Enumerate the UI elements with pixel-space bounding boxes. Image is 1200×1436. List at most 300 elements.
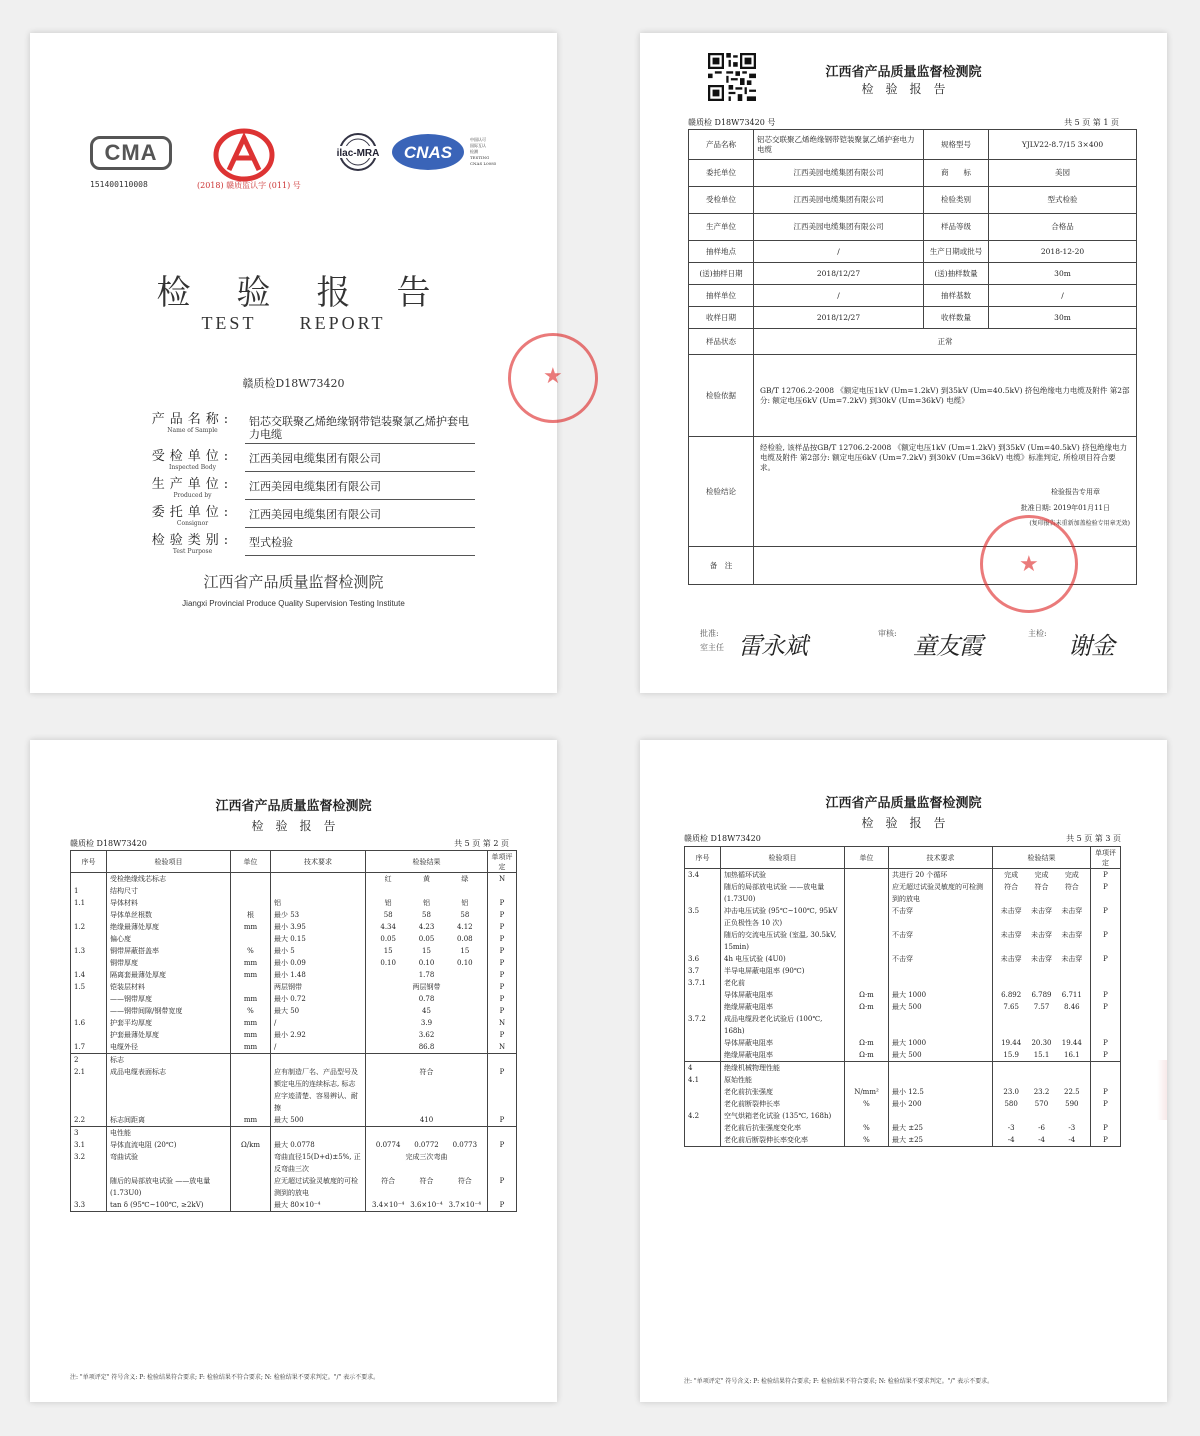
- table-row: [685, 1074, 1121, 1086]
- test-item: 弯曲试验: [107, 1151, 231, 1175]
- unit-cell: %: [845, 1122, 889, 1134]
- summary-table: [688, 129, 1137, 585]
- result-cell: [993, 869, 1091, 882]
- requirement-cell: 应无超过试验灵敏度的可检测到的放电: [271, 1175, 366, 1199]
- test-item: ——钢带厚度: [107, 993, 231, 1005]
- result-cell: 符合: [366, 1066, 488, 1114]
- evaluation-cell: N: [488, 873, 517, 886]
- report-header: 检验报告: [251, 819, 348, 833]
- table-row: [71, 1114, 517, 1127]
- evaluation-cell: P: [488, 1029, 517, 1041]
- test-item: 偏心度: [107, 933, 231, 945]
- row-label: 生产日期或批号: [924, 241, 989, 263]
- result-value: 0.10: [380, 959, 396, 967]
- result-value: 8.46: [1064, 1003, 1080, 1011]
- table-row: [71, 1054, 517, 1067]
- item-number: [685, 1122, 721, 1134]
- evaluation-cell: P: [1091, 929, 1121, 953]
- result-cell: [366, 1127, 488, 1140]
- test-item: 标志间距离: [107, 1114, 231, 1127]
- test-item: 铜带屏蔽搭盖率: [107, 945, 231, 957]
- row-label: 产品名称: [689, 130, 754, 160]
- result-cell: [366, 921, 488, 933]
- row-label: 抽样单位: [689, 285, 754, 307]
- field-value: 江西美园电缆集团有限公司: [245, 478, 475, 500]
- evaluation-cell: [488, 1151, 517, 1175]
- test-item: 冲击电压试验 (95℃~100℃, 95kV 正负极性各 10 次): [721, 905, 845, 929]
- column-header: 技术要求: [889, 847, 993, 869]
- result-cell: 86.8: [366, 1041, 488, 1054]
- results-table: [70, 850, 517, 1212]
- unit-cell: mm: [231, 1017, 271, 1029]
- cal-number: (2018) 赣质监认字 (011) 号: [197, 181, 301, 190]
- result-value: 0.10: [418, 959, 435, 967]
- table-row: [685, 1098, 1121, 1110]
- column-header: 单项评定: [1091, 847, 1121, 869]
- field-value: 铝芯交联聚乙烯绝缘钢带铠装聚氯乙烯护套电力电缆: [245, 413, 475, 444]
- result-value: 3.7×10⁻⁴: [448, 1201, 482, 1209]
- column-header: 单位: [231, 851, 271, 873]
- row-value: 铝芯交联聚乙烯绝缘钢带铠装聚氯乙烯护套电力电缆: [754, 130, 924, 160]
- result-cell: [993, 881, 1091, 905]
- result-value: 铝: [422, 899, 430, 907]
- field-label-en: Produced by: [173, 492, 212, 499]
- svg-text:CNAS L0085: CNAS L0085: [470, 161, 497, 166]
- report-meta: [70, 838, 509, 849]
- unit-cell: [231, 1127, 271, 1140]
- evaluation-cell: P: [488, 1005, 517, 1017]
- requirement-cell: 最小 0.09: [271, 957, 366, 969]
- requirement-cell: 最大 ±25: [889, 1122, 993, 1134]
- requirement-cell: 铝: [271, 897, 366, 909]
- table-row: [71, 1005, 517, 1017]
- test-item: 铜带厚度: [107, 957, 231, 969]
- field-value: 江西美园电缆集团有限公司: [245, 450, 475, 472]
- result-value: 6.711: [1061, 991, 1082, 999]
- evaluation-cell: P: [488, 1066, 517, 1114]
- item-number: 2: [71, 1054, 107, 1067]
- test-item: 半导电屏蔽电阻率 (90℃): [721, 965, 845, 977]
- evaluation-cell: P: [488, 945, 517, 957]
- requirement-cell: 弯曲直径15(D+d)±5%, 正反弯曲三次: [271, 1151, 366, 1175]
- row-value: [754, 547, 1137, 585]
- table-row: [685, 1086, 1121, 1098]
- cnas-logo: [390, 132, 505, 172]
- unit-cell: %: [231, 945, 271, 957]
- report-summary-page: [640, 33, 1167, 693]
- ilac-mra-logo: [320, 132, 396, 172]
- result-cell: [366, 957, 488, 969]
- result-cell: [993, 1001, 1091, 1013]
- requirement-cell: 最小 12.5: [889, 1086, 993, 1098]
- table-row: [71, 1175, 517, 1199]
- item-number: 2.1: [71, 1066, 107, 1114]
- evaluation-cell: P: [1091, 1001, 1121, 1013]
- result-cell: [993, 1134, 1091, 1147]
- result-cell: 1.78: [366, 969, 488, 981]
- result-cell: [993, 965, 1091, 977]
- report-number: 赣质检 D18W73420 号: [688, 118, 776, 127]
- requirement-cell: [271, 1127, 366, 1140]
- column-header: 检验项目: [107, 851, 231, 873]
- conclusion-text: 经检验, 该样品按GB/T 12706.2-2008 《额定电压1kV (Um=1.2kV) 到35kV (Um=40.5kV) 挤包绝缘电力电缆及附件 第2部分: 额定电压6kV (Um=7.2kV) 到30kV (Um=36kV) 电缆》标准判定, 所检项目符合要求。: [760, 443, 1128, 472]
- result-value: 未击穿: [1000, 955, 1022, 963]
- svg-text:CNAS: CNAS: [403, 143, 453, 162]
- result-value: -6: [1038, 1124, 1045, 1132]
- result-value: 未击穿: [1061, 955, 1083, 963]
- row-value: 30m: [989, 263, 1137, 285]
- result-value: 绿: [461, 875, 469, 883]
- unit-cell: [231, 981, 271, 993]
- result-value: 未击穿: [1061, 907, 1083, 915]
- field-inspected-body: [140, 450, 475, 472]
- row-value: YJLV22-8.7/15 3×400: [989, 130, 1137, 160]
- result-value: 7.57: [1033, 1003, 1050, 1011]
- table-row: [685, 1037, 1121, 1049]
- requirement-cell: 不击穿: [889, 929, 993, 953]
- unit-cell: mm: [231, 1114, 271, 1127]
- result-value: -4: [1007, 1136, 1015, 1144]
- evaluation-cell: P: [488, 993, 517, 1005]
- evaluation-cell: P: [1091, 1098, 1121, 1110]
- unit-cell: [231, 885, 271, 897]
- item-number: 3.5: [685, 905, 721, 929]
- stamp-star-icon: ★: [543, 364, 563, 389]
- column-header: 序号: [685, 847, 721, 869]
- unit-cell: [231, 1151, 271, 1175]
- unit-cell: [231, 933, 271, 945]
- approver-signature: 雷永斌: [738, 632, 807, 660]
- table-row: [71, 873, 517, 886]
- unit-cell: Ω/km: [231, 1139, 271, 1151]
- result-cell: [993, 1122, 1091, 1134]
- sample-status-row: [689, 329, 1137, 355]
- item-number: 3.7: [685, 965, 721, 977]
- row-label: 收样数量: [924, 307, 989, 329]
- report-header: 检验报告: [861, 82, 958, 96]
- evaluation-cell: P: [488, 1175, 517, 1199]
- report-subtitle: TEST REPORT: [201, 313, 386, 333]
- result-value: 符合: [1004, 883, 1019, 891]
- institute-header: 江西省产品质量监督检测院: [215, 799, 372, 814]
- test-item: 隔离套最薄处厚度: [107, 969, 231, 981]
- basis-row: [689, 355, 1137, 437]
- requirement-cell: [271, 873, 366, 886]
- test-item: 空气烘箱老化试验 (135℃, 168h): [721, 1110, 845, 1122]
- result-value: 未击穿: [1000, 931, 1022, 939]
- result-cell: [993, 953, 1091, 965]
- item-number: 1.2: [71, 921, 107, 933]
- unit-cell: 根: [231, 909, 271, 921]
- svg-text:中国认可: 中国认可: [470, 137, 486, 142]
- result-value: 铝: [384, 899, 392, 907]
- unit-cell: Ω·m: [845, 1037, 889, 1049]
- test-item: 铠装层材料: [107, 981, 231, 993]
- requirement-cell: 最大 0.15: [271, 933, 366, 945]
- result-value: 4.12: [457, 923, 473, 931]
- report-detail-page-3: [640, 740, 1167, 1402]
- evaluation-cell: P: [1091, 1086, 1121, 1098]
- report-title: 检验报告: [156, 273, 477, 313]
- table-row: [71, 921, 517, 933]
- result-cell: [993, 1062, 1091, 1075]
- requirement-cell: 两层钢带: [271, 981, 366, 993]
- svg-text:国际互认: 国际互认: [470, 143, 486, 148]
- row-value: 合格品: [989, 214, 1137, 241]
- row-value: 2018/12/27: [754, 263, 924, 285]
- unit-cell: Ω·m: [845, 989, 889, 1001]
- table-row: [685, 989, 1121, 1001]
- evaluation-cell: P: [1091, 869, 1121, 882]
- row-value: 美园: [989, 160, 1137, 187]
- svg-text:TESTING: TESTING: [470, 155, 490, 160]
- field-label: 检验类别:: [151, 533, 234, 548]
- result-value: 570: [1034, 1100, 1049, 1108]
- result-value: 0.05: [380, 935, 396, 943]
- svg-text:检测: 检测: [470, 149, 478, 154]
- evaluation-cell: [1091, 965, 1121, 977]
- result-cell: 410: [366, 1114, 488, 1127]
- result-value: 15: [460, 947, 470, 955]
- item-number: [71, 1175, 107, 1199]
- row-value: 2018/12/27: [754, 307, 924, 329]
- unit-cell: [845, 977, 889, 989]
- unit-cell: mm: [231, 1041, 271, 1054]
- unit-cell: [231, 1175, 271, 1199]
- unit-cell: [845, 1013, 889, 1037]
- table-row: [71, 1017, 517, 1029]
- result-value: 未击穿: [1000, 907, 1022, 915]
- institute-header: 江西省产品质量监督检测院: [825, 65, 982, 80]
- column-header: 单位: [845, 847, 889, 869]
- row-value: /: [754, 285, 924, 307]
- stamp-star-icon: ★: [1019, 552, 1039, 577]
- summary-row: [689, 241, 1137, 263]
- item-number: [685, 1049, 721, 1062]
- table-row: [685, 1013, 1121, 1037]
- result-cell: [366, 1175, 488, 1199]
- table-row: [685, 965, 1121, 977]
- footnote: 注: "单项评定" 符号含义: P: 检验结果符合要求; F: 检验结果不符合要求; N: 检验结果不要求判定。"/" 表示不要求。: [684, 1378, 994, 1385]
- table-row: [71, 969, 517, 981]
- item-number: [71, 933, 107, 945]
- test-item: 导体材料: [107, 897, 231, 909]
- unit-cell: [231, 1066, 271, 1114]
- requirement-cell: 应无超过试验灵敏度的可检测到的放电: [889, 881, 993, 905]
- official-stamp: [508, 333, 598, 423]
- director-label: 室主任: [700, 643, 724, 652]
- table-row: [71, 909, 517, 921]
- test-item: 导体屏蔽电阻率: [721, 989, 845, 1001]
- table-header-row: [71, 851, 517, 873]
- result-value: 红: [384, 875, 392, 883]
- evaluation-cell: P: [1091, 1122, 1121, 1134]
- row-label: 商 标: [924, 160, 989, 187]
- result-value: 0.05: [418, 935, 435, 943]
- unit-cell: [845, 965, 889, 977]
- result-value: 58: [422, 911, 431, 919]
- test-item: 老化前抗张强度: [721, 1086, 845, 1098]
- requirement-cell: 不击穿: [889, 905, 993, 929]
- table-row: [685, 953, 1121, 965]
- test-item: 绝缘最薄处厚度: [107, 921, 231, 933]
- result-value: -4: [1068, 1136, 1076, 1144]
- result-value: 4.34: [380, 923, 396, 931]
- field-label: 受检单位:: [151, 449, 234, 464]
- field-value: 型式检验: [245, 534, 475, 556]
- evaluation-cell: [1091, 1013, 1121, 1037]
- test-item: 老化前后断裂伸长率变化率: [721, 1134, 845, 1147]
- result-cell: [366, 1054, 488, 1067]
- requirement-cell: 最大 500: [889, 1001, 993, 1013]
- result-value: 0.08: [457, 935, 473, 943]
- result-cell: [366, 897, 488, 909]
- column-header: 技术要求: [271, 851, 366, 873]
- result-value: 16.1: [1064, 1051, 1080, 1059]
- result-cell: [993, 977, 1091, 989]
- summary-row: [689, 307, 1137, 329]
- unit-cell: [845, 881, 889, 905]
- table-row: [71, 1066, 517, 1114]
- item-number: 1.4: [71, 969, 107, 981]
- field-test-purpose: [140, 534, 475, 556]
- reviewer-signature: 童友霞: [913, 632, 982, 660]
- unit-cell: [845, 929, 889, 953]
- item-number: [685, 1001, 721, 1013]
- item-number: 1.6: [71, 1017, 107, 1029]
- test-item: 导体单丝根数: [107, 909, 231, 921]
- report-meta: [684, 833, 1121, 844]
- result-value: 未击穿: [1061, 931, 1083, 939]
- unit-cell: Ω·m: [845, 1049, 889, 1062]
- item-number: [685, 1086, 721, 1098]
- evaluation-cell: P: [488, 969, 517, 981]
- result-cell: 45: [366, 1005, 488, 1017]
- result-value: 20.30: [1031, 1039, 1052, 1047]
- report-header: 检验报告: [861, 816, 958, 830]
- table-row: [685, 977, 1121, 989]
- table-row: [685, 869, 1121, 882]
- test-item: 护套最薄处厚度: [107, 1029, 231, 1041]
- requirement-cell: [889, 977, 993, 989]
- item-number: 2.2: [71, 1114, 107, 1127]
- test-item: 随后的局部放电试验 ——放电量 (1.73U0): [721, 881, 845, 905]
- test-item: 老化前断裂伸长率: [721, 1098, 845, 1110]
- evaluation-cell: [1091, 977, 1121, 989]
- evaluation-cell: [1091, 1110, 1121, 1122]
- item-number: 3.1: [71, 1139, 107, 1151]
- table-row: [685, 1049, 1121, 1062]
- table-header-row: [685, 847, 1121, 869]
- column-header: 单项评定: [488, 851, 517, 873]
- result-cell: [993, 989, 1091, 1001]
- evaluation-cell: P: [488, 981, 517, 993]
- item-number: [685, 989, 721, 1001]
- field-value: 江西美园电缆集团有限公司: [245, 506, 475, 528]
- requirement-cell: [889, 965, 993, 977]
- evaluation-cell: [1091, 1074, 1121, 1086]
- field-product-name: [140, 413, 475, 444]
- requirement-cell: 应有制造厂名、产品型号及额定电压的连续标志, 标志应字迹清楚、容易辨认、耐擦: [271, 1066, 366, 1114]
- requirement-cell: [889, 1013, 993, 1037]
- result-cell: [993, 905, 1091, 929]
- requirement-cell: /: [271, 1041, 366, 1054]
- result-value: 完成: [1064, 871, 1079, 879]
- approve-label: 批准:: [700, 629, 719, 638]
- item-number: 4.1: [685, 1074, 721, 1086]
- report-number: 赣质检 D18W73420: [70, 839, 147, 848]
- result-value: 6.789: [1031, 991, 1052, 999]
- result-cell: [993, 1037, 1091, 1049]
- result-cell: 两层钢带: [366, 981, 488, 993]
- result-cell: [366, 873, 488, 886]
- cal-logo: [213, 128, 275, 182]
- table-row: [71, 945, 517, 957]
- inspector-label: 主检:: [1028, 629, 1047, 638]
- unit-cell: mm: [231, 993, 271, 1005]
- result-value: 符合: [1034, 883, 1049, 891]
- result-value: 符合: [381, 1177, 396, 1185]
- result-value: 58: [383, 911, 393, 919]
- table-row: [71, 897, 517, 909]
- result-value: 3.6×10⁻⁴: [410, 1201, 443, 1209]
- requirement-cell: 最小 5: [271, 945, 366, 957]
- result-value: 符合: [1064, 883, 1079, 891]
- result-value: 完成: [1034, 871, 1049, 879]
- row-value: 江西美园电缆集团有限公司: [754, 187, 924, 214]
- row-label: 生产单位: [689, 214, 754, 241]
- unit-cell: mm: [231, 921, 271, 933]
- result-value: 未击穿: [1030, 955, 1052, 963]
- field-produced-by: [140, 478, 475, 500]
- summary-row: [689, 130, 1137, 160]
- result-cell: [993, 929, 1091, 953]
- row-label: (送)抽样数量: [924, 263, 989, 285]
- result-value: 未击穿: [1030, 907, 1052, 915]
- result-cell: [993, 1098, 1091, 1110]
- table-row: [685, 1001, 1121, 1013]
- result-value: -3: [1007, 1124, 1015, 1132]
- evaluation-cell: P: [1091, 881, 1121, 905]
- field-label-en: Test Purpose: [172, 548, 213, 555]
- evaluation-cell: P: [488, 1139, 517, 1151]
- row-label: 备 注: [689, 547, 754, 585]
- result-value: 23.0: [1003, 1088, 1019, 1096]
- unit-cell: mm: [231, 969, 271, 981]
- item-number: [685, 1037, 721, 1049]
- conclusion-row: [689, 437, 1137, 547]
- row-label: 样品状态: [689, 329, 754, 355]
- result-cell: [366, 885, 488, 897]
- item-number: 3.3: [71, 1199, 107, 1212]
- unit-cell: [845, 953, 889, 965]
- item-number: [685, 929, 721, 953]
- evaluation-cell: N: [488, 1017, 517, 1029]
- result-value: 符合: [457, 1177, 472, 1185]
- requirement-cell: [271, 1054, 366, 1067]
- requirement-cell: 共进行 20 个循环: [889, 869, 993, 882]
- cover-fields: [140, 413, 475, 562]
- stamp-line: 检验报告专用章: [1051, 488, 1100, 496]
- result-cell: [993, 1049, 1091, 1062]
- requirement-cell: /: [271, 1017, 366, 1029]
- institute-name: 江西省产品质量监督检测院: [203, 573, 384, 591]
- result-cell: [993, 1086, 1091, 1098]
- column-header: 检验项目: [721, 847, 845, 869]
- accreditation-logos: [85, 128, 505, 198]
- requirement-cell: 最小 3.95: [271, 921, 366, 933]
- field-label: 委托单位:: [151, 505, 234, 520]
